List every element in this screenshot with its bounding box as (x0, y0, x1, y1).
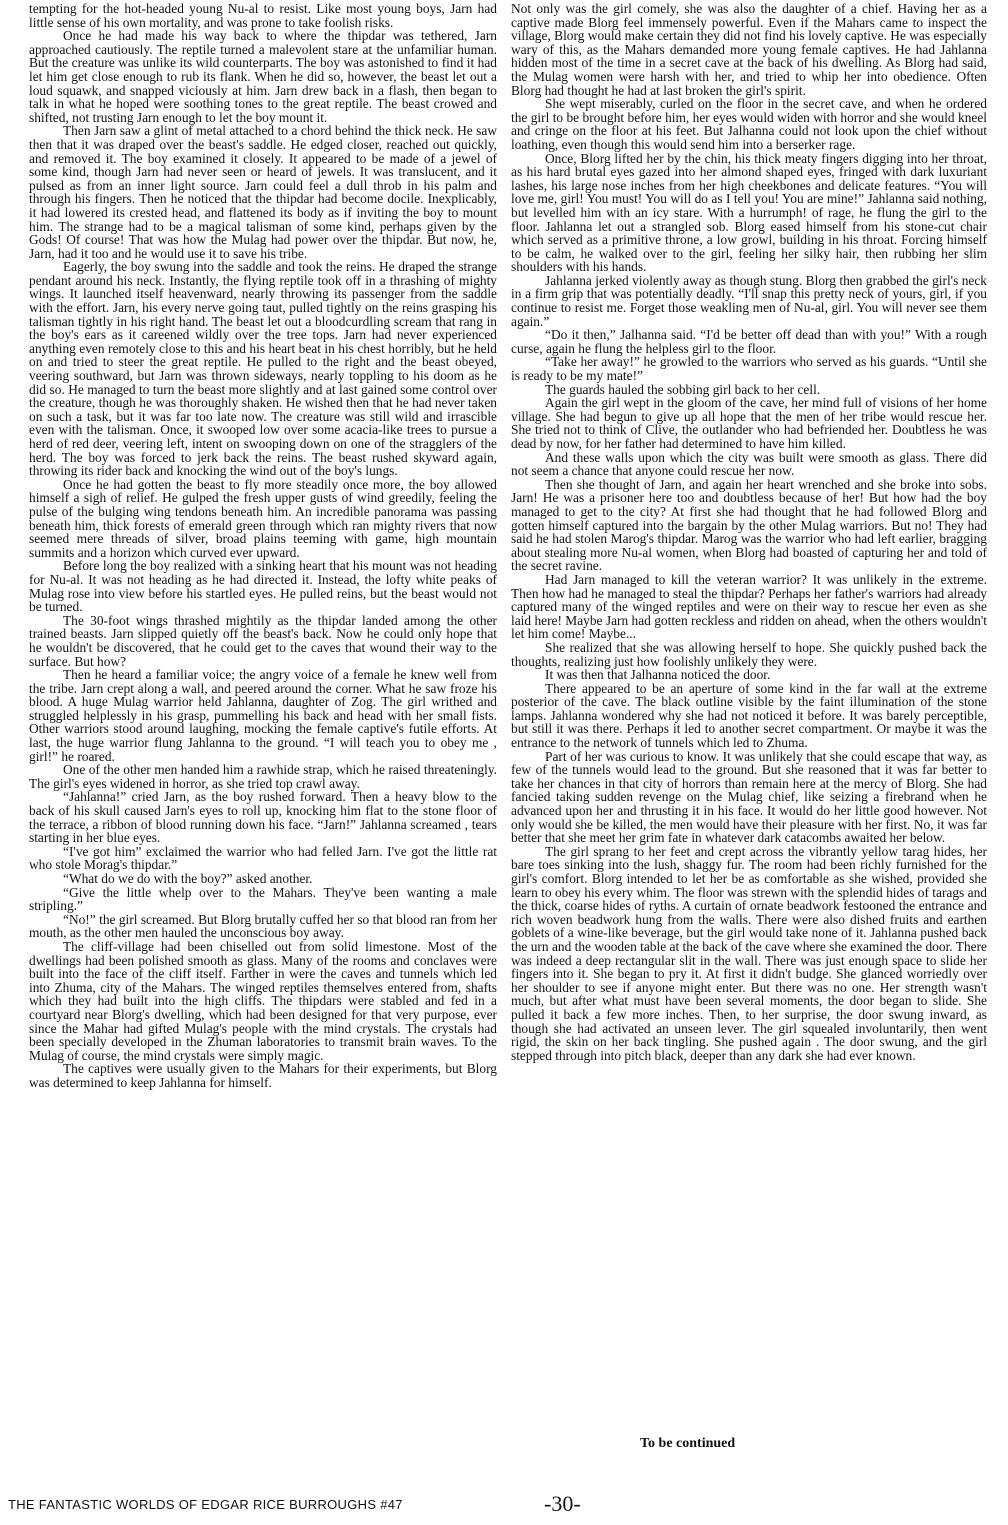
paragraph: tempting for the hot-headed young Nu-al to resist. Like most young boys, Jarn had little sense of his own mortality, and was prone to take foolish risks. (29, 2, 497, 30)
paragraph: Eagerly, the boy swung into the saddle and took the reins. He draped the strange pendant around his neck. Instantly, the flying reptile took off in a thrashing of mighty wings. It launched itself heavenward, nearly throwing its passenger from the saddle with the effort. Jarn, his every nerve going taut, pulled tightly on the reins grasping his talisman tightly in his right hand. The beast let out a bloodcurdling scream that rang in the boy's ears as it careened wildly over the tree tops. Jarn had never experienced anything even remotely close to this and his heart beat in his chest horribly, but he held on and tried to steer the great reptile. He pulled to the right and the beast obeyed, veering southward, but Jarn was thrown sideways, nearly toppling to his doom as he did so. He managed to turn the beast more slightly and at last gained some control over the creature, though he was thoroughly shaken. He wished then that he had never taken on such a task, but it was far too late now. The creature was still wild and irrascible even with the talisman. Once, it swooped low over some acacia-like trees to pursue a herd of red deer, veering left, intent on swooping down on one of the stragglers of the herd. The boy was forced to jerk back the reins. The beast rushed skyward again, throwing its rider back and knocking the wind out of the boy's lungs. (29, 259, 497, 479)
to-be-continued-label: To be continued (640, 1436, 736, 1451)
paragraph: Once, Blorg lifted her by the chin, his thick meaty fingers digging into her throat, as his hard brutal eyes gazed into her almond shaped eyes, fringed with dark luxuriant lashes, his large nose inches from her high cheekbones and delicate features. “You will love me, girl! You must! You will do as I tell you! You are mine!” Jahlanna said nothing, but levelled him with an icy stare. With a hurrumph! of rage, he flung the girl to the floor. Jahlanna let out a strangled sob. Blorg eased himself from his stone-cut chair which served as a primitive throne, a low growl, building in his throat. Forcing himself to be calm, he walked over to the girl, feeling her silky hair, then rubbing her slim shoulders with his hands. (511, 150, 987, 275)
paragraph: “Jahlanna!” cried Jarn, as the boy rushed forward. Then a heavy blow to the back of his skull caused Jarn's eyes to roll up, knocking him flat to the stone floor of the terrace, a ribbon of blood running down his face. “Jarn!” Jahlanna screamed , tears starting in her blue eyes. (29, 789, 497, 846)
paragraph: Had Jarn managed to kill the veteran warrior? It was unlikely in the extreme. Then how had he managed to steal the thipdar? Perhaps her father's warriors had already captured many of the winged reptiles and were on their way to rescue her even as she laid here! Maybe Jarn had gotten reckless and ridden on ahead, when the others wouldn't let him come! Maybe... (511, 571, 987, 642)
paragraph: The 30-foot wings thrashed mightily as the thipdar landed among the other trained beasts. Jarn slipped quietly off the beast's back. Now he could only hope that he wouldn't be discovered, that he could get to the caves that wound their way to the surface. But how? (29, 612, 497, 669)
paragraph: The guards hauled the sobbing girl back to her cell. (545, 381, 821, 397)
page-number: -30- (544, 1491, 581, 1516)
publication-footer: THE FANTASTIC WORLDS OF EDGAR RICE BURROUGHS #47 (8, 1497, 403, 1512)
paragraph: Once he had gotten the beast to fly more steadily once more, the boy allowed himself a sigh of relief. He gulped the fresh upper gusts of wind greedily, feeling the pulse of the bulging wing tendons beneath him. An incredible panorama was passing beneath him, thick forests of emerald green through which ran mighty rivers that now seemed mere threads of silver, broad plains teeming with game, high mountain summits and a horizon which curved ever upward. (29, 476, 497, 560)
paragraph: She realized that she was allowing herself to hope. She quickly pushed back the thoughts, realizing just how foolishly unlikely they were. (511, 639, 987, 669)
paragraph: One of the other men handed him a rawhide strap, which he raised threateningly. The girl's eyes widened in horror, as she tried top crawl away. (29, 762, 497, 791)
paragraph: There appeared to be an aperture of some kind in the far wall at the extreme posterior of the cave. The black outline visible by the faint illumination of the stone lamps. Jahlanna wondered why she had not noticed it before. It was barely perceptible, but still it was there. Perhaps it led to another secret compartment. Or maybe it was the entrance to the network of tunnels which led to Zhuma. (511, 680, 987, 751)
paragraph: “Do it then,” Jalhanna said. “I'd be better off dead than with you!” With a rough curse, again he flung the helpless girl to the floor. (511, 327, 987, 356)
paragraph: Then he heard a familiar voice; the angry voice of a female he knew well from the tribe. Jarn crept along a wall, and peered around the corner. What he saw froze his blood. A huge Mulag warrior held Jahlanna, daughter of Zog. The girl writhed and struggled helplessly in his grasp, pummelling his back and head with her small fists. Other warriors stood around laughing, mocking the female captive's futile efforts. At last, the huge warrior flung Jahlanna to the ground. “I will teach you to obey me , girl!” he roared. (29, 667, 497, 764)
paragraph: “No!” the girl screamed. But Blorg brutally cuffed her so that blood ran from her mouth, as the other men hauled the unconscious boy away. (29, 911, 497, 941)
paragraph: Then Jarn saw a glint of metal attached to a chord behind the thick neck. He saw then that it was draped over the beast's saddle. He edged closer, reached out quickly, and removed it. The boy examined it closely. It appeared to be made of a jewel of some kind, though Jarn had never seen or heard of jewels. It was translucent, and it pulsed as from an inner light source. Jarn could feel a dull throb in his palm and through his fingers. Then he noticed that the thipdar had become docile. Inexplicably, it had lowered its crested head, and flattened its body as if inviting the boy to mount him. The strange had to be a magical talisman of some kind, perhaps given by the Gods! Of course! That was how the Mulag had power over the thipdar. But now, he, Jarn, had it too and he would use it to save his tribe. (29, 123, 497, 261)
paragraph: “Give the little whelp over to the Mahars. They've been wanting a male stripling.” (29, 884, 497, 914)
paragraph: Jahlanna jerked violently away as though stung. Blorg then grabbed the girl's neck in a firm grip that was potentially deadly. “I'll snap this pretty neck of yours, girl, if you continue to resist me. Forget those weakling men of Nu-al, girl. You will never see them again.” (511, 272, 987, 329)
paragraph: Again the girl wept in the gloom of the cave, her mind full of visions of her home village. She had begun to give up all hope that the men of her tribe would rescue her. She tried not to think of Clive, the outlander who had befriended her. Doubtless he was dead by now, for her father had determined to have him killed. (511, 395, 987, 451)
paragraph: Part of her was curious to know. It was unlikely that she could escape that way, as few of the tunnels would lead to the ground. But she reasoned that it was far better to take her chances in that city of horrors than remain here at the mercy of Blorg. She had fancied taking sudden revenge on the Mulag chief, like seizing a firebrand when he advanced upon her and thrusting it in his face. It would do her little good however. Not only would she be killed, the men would have their pleasure with her first. No, it was far better that she meet her grim fate in whatever dark catacombs awaited her below. (511, 748, 987, 846)
paragraph: The captives were usually given to the Mahars for their experiments, but Blorg was determined to keep Jahlanna for himself. (29, 1061, 497, 1090)
paragraph: “Take her away!” he growled to the warriors who served as his guards. “Until she is ready to be my mate!” (511, 354, 987, 384)
paragraph: The girl sprang to her feet and crept across the vibrantly yellow tarag hides, her bare toes sinking into the lush, shaggy fur. The room had been richly furnished for the girl's comfort. Blorg intended to let her be as comfortable as she wished, provided she learn to obey his every whim. The floor was strewn with the splendid hides of tarags and the thick, coarse hides of ryths. A curtain of ornate beadwork festooned the entrance and rich woven beadwork hung from the walls. There were also dished fruits and earthen goblets of a wine-like beverage, but the girl would take none of it. Jahlanna pushed back the urn and the wooden table at the back of the cave where she examined the door. There was indeed a deep rectangular slit in the wall. There was just enough space to slide her fingers into it. She began to pry it. At first it didn't budge. She glanced worriedly over her shoulder to see if anyone might enter. But there was no one. Her strength wasn't much, but after what must have been several moments, the door began to slide. She pulled it back a few more inches. Then, to her surprise, the door swung inward, as though she had activated an unseen lever. The girl squealed involuntarily, then went rigid, the skin on her back tingling. She pushed again . The door swung, and the girl stepped through into pitch black, deeper than any dark she had ever known. (511, 843, 987, 1063)
paragraph: And these walls upon which the city was built were smooth as glass. There did not seem a chance that anyone could rescue her now. (511, 449, 987, 479)
paragraph: Not only was the girl comely, she was also the daughter of a chief. Having her as a captive made Blorg feel immensely powerful. Even if the Mahars came to inspect the village, Blorg would make certain they did not find his lovely captive. He was especially wary of this, as the Mahars demanded more young female captives. He had Jahlanna hidden most of the time in a secret cave at the back of his dwelling. As Blorg had said, the Mulag women were harsh with her, and tried to whip her into obedience. Often Blorg had thought he had at last broken the girl's spirit. (511, 2, 987, 98)
paragraph: The cliff-village had been chiselled out from solid limestone. Most of the dwellings had been polished smooth as glass. Many of the rooms and conclaves were built into the face of the cliff itself. Farther in were the caves and tunnels which led into Zhuma, city of the Mahars. The winged reptiles themselves entered from, shafts which they had built into the high cliffs. The thipdars were stabled and fed in a courtyard near Blorg's dwelling, which had been designed for that very purpose, ever since the Mahar had gifted Mulag's people with the mind crystals. The crystals had been specially developed in the Zhuman laboratories to transmit brain waves. To the Mulag of course, the mind crystals were simply magic. (29, 938, 497, 1063)
left-text-column (29, 2, 497, 1480)
paragraph: “What do we do with the boy?” asked another. (63, 871, 313, 886)
paragraph: She wept miserably, curled on the floor in the secret cave, and when he ordered the girl to be brought before him, her eyes would widen with horror and she would kneel and cringe on the floor at his feet. But Jalhanna could not look upon the chief without loathing, even though this would send him into a berserker rage. (511, 96, 987, 152)
right-text-column (511, 2, 987, 1480)
paragraph: It was then that Jalhanna noticed the door. (545, 667, 771, 683)
paragraph: Once he had made his way back to where the thipdar was tethered, Jarn approached cautiously. The reptile turned a malevolent stare at the unfamiliar human. But the creature was unlike its wild counterparts. The boy was astonished to find it had let him get close enough to rub its flank. When he did so, however, the beast let out a loud squawk, and snapped viciously at him. Jarn drew back in a flash, then began to talk in what he hoped were soothing tones to the great reptile. The beast crowed and shifted, not trusting Jarn enough to let the boy mount it. (29, 28, 497, 125)
paragraph: “I've got him” exclaimed the warrior who had felled Jarn. I've got the little rat who stole Morag's thipdar.” (29, 843, 497, 873)
paragraph: Before long the boy realized with a sinking heart that his mount was not heading for Nu-al. It was not heading as he had directed it. Instead, the lofty white peaks of Mulag rose into view before his startled eyes. He pulled reins, but the beast would not be turned. (29, 558, 497, 615)
paragraph: Then she thought of Jarn, and again her heart wrenched and she broke into sobs. Jarn! He was a prisoner here too and doubtless because of her! But how had the boy managed to get to the city? At first she had thought that he had followed Blorg and gotten himself captured into the bargain by the other Mulag warriors. But no! They had said he had stolen Marog's thipdar. Marog was the warrior who had left earlier, bragging about stealing more Nu-al women, when Blorg had boasted of capturing her and told of the secret ravine. (511, 476, 987, 574)
